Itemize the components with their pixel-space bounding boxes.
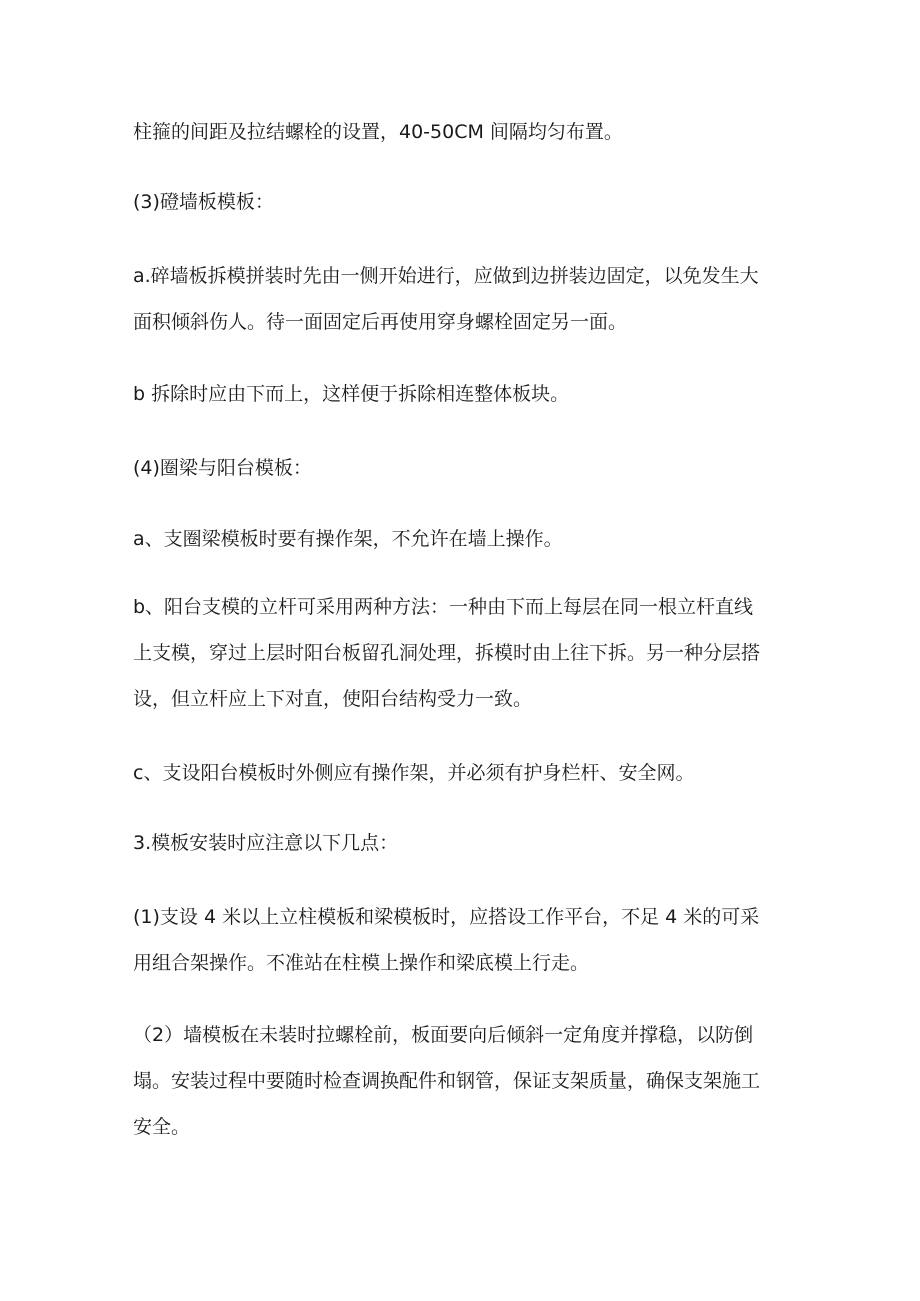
text-line: (3)磴墙板模板： [133,191,274,213]
paragraph-removal-order [133,371,798,417]
heading-wall-panel-formwork [133,179,798,225]
text-line: 塌。安装过程中要随时检查调换配件和钢管，保证支架质量，确保支架施工 [133,1070,761,1092]
paragraph-wall-panel-assembly [133,253,798,345]
heading-installation-notes [133,820,798,866]
paragraph-wall-formwork-stability [133,1012,798,1150]
text-line: a.碎墙板拆模拼装时先由一侧开始进行，应做到边拼装边固定，以免发生大 [133,265,759,287]
text-line: b 拆除时应由下而上，这样便于拆除相连整体板块。 [133,383,570,405]
text-line: (1)支设 4 米以上立柱模板和梁模板时，应搭设工作平台，不足 4 米的可采 [133,906,760,928]
text-line: (4)圈梁与阳台模板： [133,457,312,479]
text-line: b、阳台支模的立杆可采用两种方法：一种由下而上每层在同一根立杆直线 [133,596,754,618]
text-line: 设，但立杆应上下对直，使阳台结构受力一致。 [133,688,533,710]
text-line: 用组合架操作。不准站在柱模上操作和梁底模上行走。 [133,952,590,974]
paragraph-ring-beam-scaffold [133,516,798,562]
text-line: c、支设阳台模板时外侧应有操作架，并必须有护身栏杆、安全网。 [133,762,695,784]
text-line: 柱箍的间距及拉结螺栓的设置，40-50CM 间隔均匀布置。 [133,121,623,143]
text-line: 安全。 [133,1116,191,1138]
paragraph-balcony-safety [133,750,798,796]
text-line: 上支模，穿过上层时阳台板留孔洞处理，拆模时由上往下拆。另一种分层搭 [133,642,761,664]
paragraph-balcony-poles [133,584,798,722]
heading-ring-beam-balcony [133,445,798,491]
text-line: 3.模板安装时应注意以下几点： [133,832,399,854]
paragraph-work-platform [133,894,798,986]
text-line: a、支圈梁模板时要有操作架，不允许在墙上操作。 [133,528,563,550]
paragraph-column-hoop-spacing [133,109,798,155]
text-line: 面积倾斜伤人。待一面固定后再使用穿身螺栓固定另一面。 [133,311,628,333]
text-line: （2）墙模板在未装时拉螺栓前，板面要向后倾斜一定角度并撑稳，以防倒 [133,1024,754,1046]
